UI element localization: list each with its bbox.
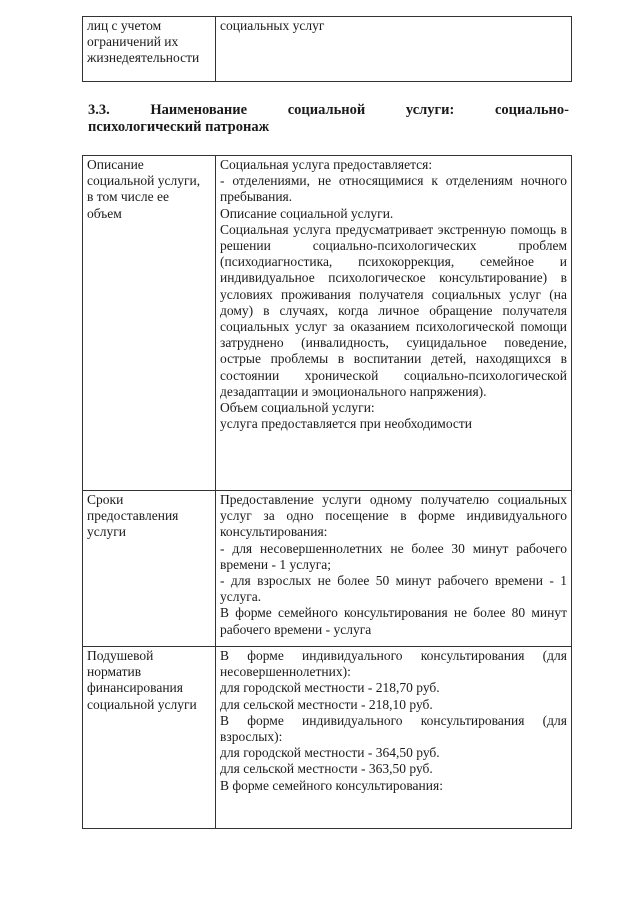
paragraph: - отделениями, не относящимися к отделениям ночного пребывания. (220, 173, 567, 205)
table-cell-label (83, 17, 216, 82)
label-line: социальной услуги, (87, 173, 201, 189)
paragraph: Объем социальной услуги: (220, 400, 375, 416)
paragraph: Предоставление услуги одному получателю социальных услуг за одно посещение в форме индивидуального консультирования: (220, 492, 567, 540)
paragraph: В форме семейного консультирования: (220, 777, 443, 793)
label-line: социальной услуги (87, 696, 197, 712)
paragraph: В форме семейного консультирования не более 80 минут рабочего времени - услуга (220, 605, 567, 637)
label-line: норматив (87, 664, 142, 680)
label-line: Подушевой (87, 648, 154, 663)
heading-line (88, 102, 569, 119)
label-line: в том числе ее (87, 189, 169, 205)
heading-word: социально- (494, 102, 569, 118)
label-line: жизнедеятельности (87, 50, 200, 66)
table-cell-label (83, 156, 216, 491)
paragraph: Социальная услуга предусматривает экстренную помощь в решении социально-психологических проблем (психодиагностика, психокоррекция, семейное и индивидуальное психологическое консультирование) в условиях проживания получателя социальных услуг (на дому) в случаях, когда личное обращение получателя социальных услуг за оказанием психологической помощи затруднено (инвалидность, суицидальное поведение, острые проблемы в воспитании детей, находящихся в состоянии хронической социально-психологической дезадаптации и эмоционального напряжения). (220, 221, 567, 399)
paragraph: для городской местности - 364,50 руб. (220, 745, 440, 761)
table-cell-content (216, 491, 572, 647)
paragraph: услуга предоставляется при необходимости (220, 416, 473, 432)
heading-word: социальной (287, 102, 366, 118)
table-row (83, 491, 572, 647)
section-number: 3.3. (88, 102, 110, 118)
label-line: объем (87, 205, 122, 221)
top-continuation-table (82, 16, 572, 82)
label-line: услуги (87, 524, 126, 540)
paragraph: - для несовершеннолетних не более 30 минут рабочего времени - 1 услуга; (220, 540, 567, 572)
section-heading (88, 102, 569, 136)
table-row (83, 17, 572, 82)
cell-text: социальных услуг (220, 18, 325, 33)
paragraph: В форме индивидуального консультирования (для несовершеннолетних): (220, 648, 567, 680)
table-row (83, 156, 572, 491)
table-cell-content (216, 17, 572, 82)
label-line: Описание (87, 157, 144, 172)
table-row (83, 647, 572, 829)
table-cell-content (216, 647, 572, 829)
paragraph: для сельской местности - 363,50 руб. (220, 761, 433, 777)
label-line: ограничений их (87, 34, 179, 50)
paragraph: - для взрослых не более 50 минут рабочего времени - 1 услуга. (220, 573, 567, 605)
heading-word: Наименование (150, 102, 248, 118)
table-cell-content (216, 156, 572, 491)
service-description-table (82, 155, 572, 829)
table-cell-label (83, 647, 216, 829)
paragraph: для городской местности - 218,70 руб. (220, 680, 440, 696)
paragraph: В форме индивидуального консультирования (для взрослых): (220, 712, 567, 745)
table-cell-label (83, 491, 216, 647)
label-line: Сроки (87, 492, 124, 507)
paragraph: для сельской местности - 218,10 руб. (220, 696, 433, 712)
paragraph: Описание социальной услуги. (220, 205, 394, 221)
heading-line: психологический патронаж (88, 119, 270, 135)
label-line: финансирования (87, 680, 183, 696)
heading-word: услуги: (405, 102, 455, 118)
label-line: лиц с учетом (87, 18, 162, 33)
paragraph: Социальная услуга предоставляется: (220, 157, 433, 172)
label-line: предоставления (87, 508, 179, 524)
